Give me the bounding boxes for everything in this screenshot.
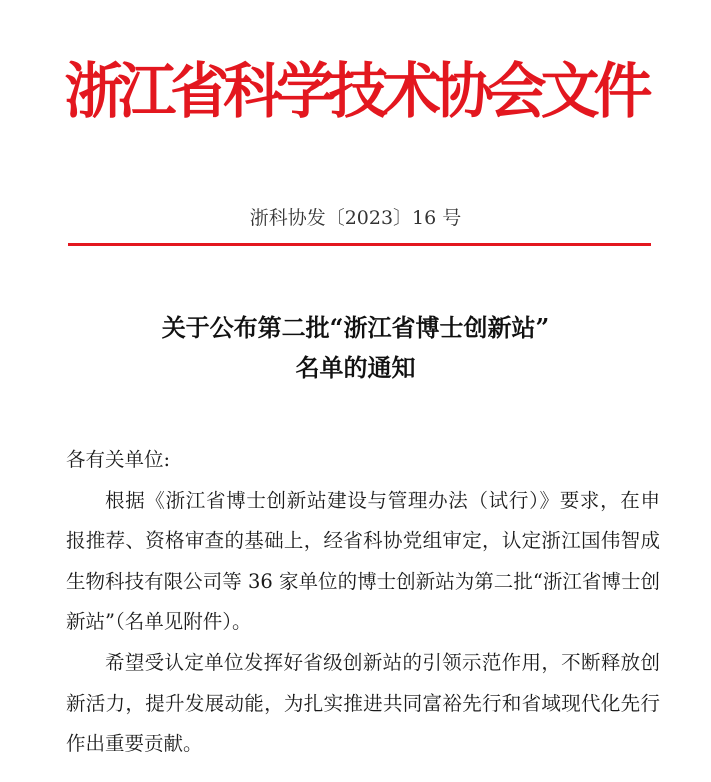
salutation: 各有关单位: (66, 448, 171, 471)
document-number: 浙科协发〔2023〕16 号 (249, 207, 462, 229)
header-divider (68, 243, 651, 246)
paragraph-1: 根据《浙江省博士创新站建设与管理办法（试行）》要求，在申报推荐、资格审查的基础上，经省科协党组审定，认定浙江国伟智成生物科技有限公司等 36 家单位的博士创新站为第二批“浙江省博士创新站”（名单见附件）。 (66, 488, 660, 634)
notice-title-line1: 关于公布第二批“浙江省博士创新站” (161, 313, 550, 342)
paragraph-2: 希望受认定单位发挥好省级创新站的引领示范作用，不断释放创新活力，提升发展动能，为扎实推进共同富裕先行和省域现代化先行作出重要贡献。 (66, 650, 660, 756)
document-masthead: 浙江省科学技术协会文件 (64, 57, 647, 127)
notice-body (66, 440, 660, 765)
notice-title-line2: 名单的通知 (295, 353, 416, 382)
notice-title (0, 308, 711, 388)
